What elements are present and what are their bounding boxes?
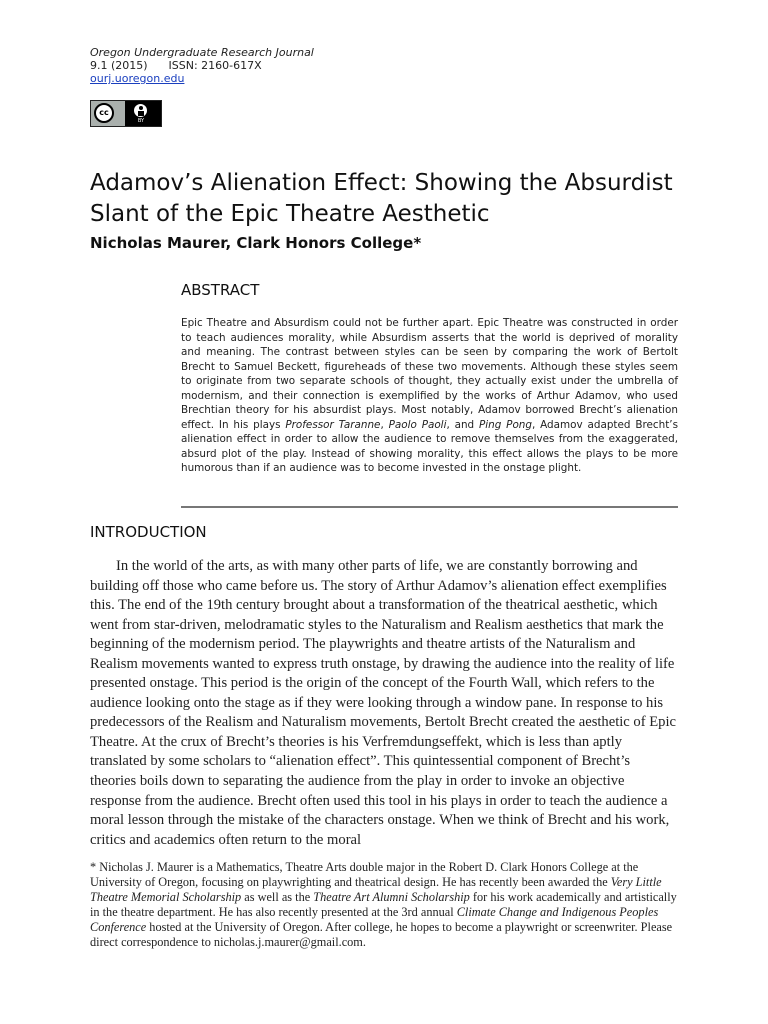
introduction-heading: INTRODUCTION <box>90 523 207 541</box>
author-footnote: * Nicholas J. Maurer is a Mathematics, Theatre Arts double major in the Robert D. Clark Honors College at the University of Oregon, focusing on playwrighting and theatrical design. He has recently been awarded the Very Little Theatre Memorial Scholarship as well as the Theatre Art Alumni Scholarship for his work academically and artistically in the theatre department. He has also recently presented at the 3rd annual Climate Change and Indigenous Peoples Conference hosted at the University of Oregon. After college, he hopes to become a playwright or screenwriter. Please direct correspondence to nicholas.j.maurer@gmail.com. <box>90 860 677 950</box>
paper-title: Adamov’s Alienation Effect: Showing the Absurdist Slant of the Epic Theatre Aesthetic <box>90 170 673 227</box>
by-label: BY <box>137 118 145 124</box>
abstract-heading: ABSTRACT <box>181 281 260 299</box>
play-title: Ping Pong <box>479 418 532 431</box>
journal-name: Oregon Undergraduate Research Journal <box>90 46 314 59</box>
play-title: Paolo Paoli <box>388 418 447 431</box>
cc-by-license-badge[interactable] <box>90 100 162 127</box>
abstract-divider <box>181 506 678 508</box>
issue-info: 9.1 (2015) ISSN: 2160-617X <box>90 59 262 72</box>
attribution-icon <box>133 103 148 118</box>
paper-author: Nicholas Maurer, Clark Honors College* <box>90 234 422 252</box>
creative-commons-icon: cc <box>94 103 114 123</box>
journal-header <box>90 46 314 85</box>
introduction-text: In the world of the arts, as with many other parts of life, we are constantly borrowing and building off those who came before us. The story of Arthur Adamov’s alienation effect exemplifies this. The end of the 19th century brought about a transformation of the theatrical aesthetic, which went from star-driven, melodramatic styles to the Naturalism and Realism aesthetics that mark the beginning of the modernism period. The playwrights and theatre artists of the Naturalism and Realism movements wanted to express truth onstage, by drawing the audience into the reality of life presented onstage. This period is the origin of the concept of the Fourth Wall, which refers to the audience looking onto the stage as if they were looking through a window pane. In response to his predecessors of the Realism and Naturalism movements, Bertolt Brecht created the aesthetic of Epic Theatre. At the crux of Brecht’s theories is his Verfremdungseffekt, which is less than aptly translated by some scholars to “alienation effect”. This quintessential component of Brecht’s theories boils down to separating the audience from the play in order to invoke an objective response from the audience. Brecht often used this tool in his plays in order to teach the audience a moral lesson through the mistake of the characters onstage. When we think of Brecht and his work, critics and academics often return to the moral <box>90 558 676 848</box>
conference-name: Climate Change and Indigenous Peoples Conference <box>90 905 659 935</box>
journal-url-link[interactable]: ourj.uoregon.edu <box>90 72 185 85</box>
award-name: Very Little Theatre Memorial Scholarship <box>90 875 662 905</box>
abstract-text: Epic Theatre and Absurdism could not be further apart. Epic Theatre was constructed in order to teach audiences morality, while Absurdism asserts that the world is deprived of morality and meaning. The contrast between styles can be seen by comparing the work of Bertolt Brecht to Samuel Beckett, figureheads of these two movements. Although these styles seem to originate from two separate schools of thought, they actually exist under the umbrella of modernism, and their connection is exemplified by the works of Arthur Adamov, who used Brechtian theory for his absurdist plays. Most notably, Adamov borrowed Brecht’s alienation effect. In his plays Professor Taranne, Paolo Paoli, and Ping Pong, Adamov adapted Brecht’s alienation effect in order to allow the audience to remove themselves from the exaggerated, absurd plot of the play. Instead of showing morality, this effect allows the plays to be more humorous than if an audience was to become invested in the onstage plight. <box>181 317 678 475</box>
play-title: Professor Taranne <box>285 418 381 431</box>
award-name: Theatre Art Alumni Scholarship <box>313 890 470 905</box>
